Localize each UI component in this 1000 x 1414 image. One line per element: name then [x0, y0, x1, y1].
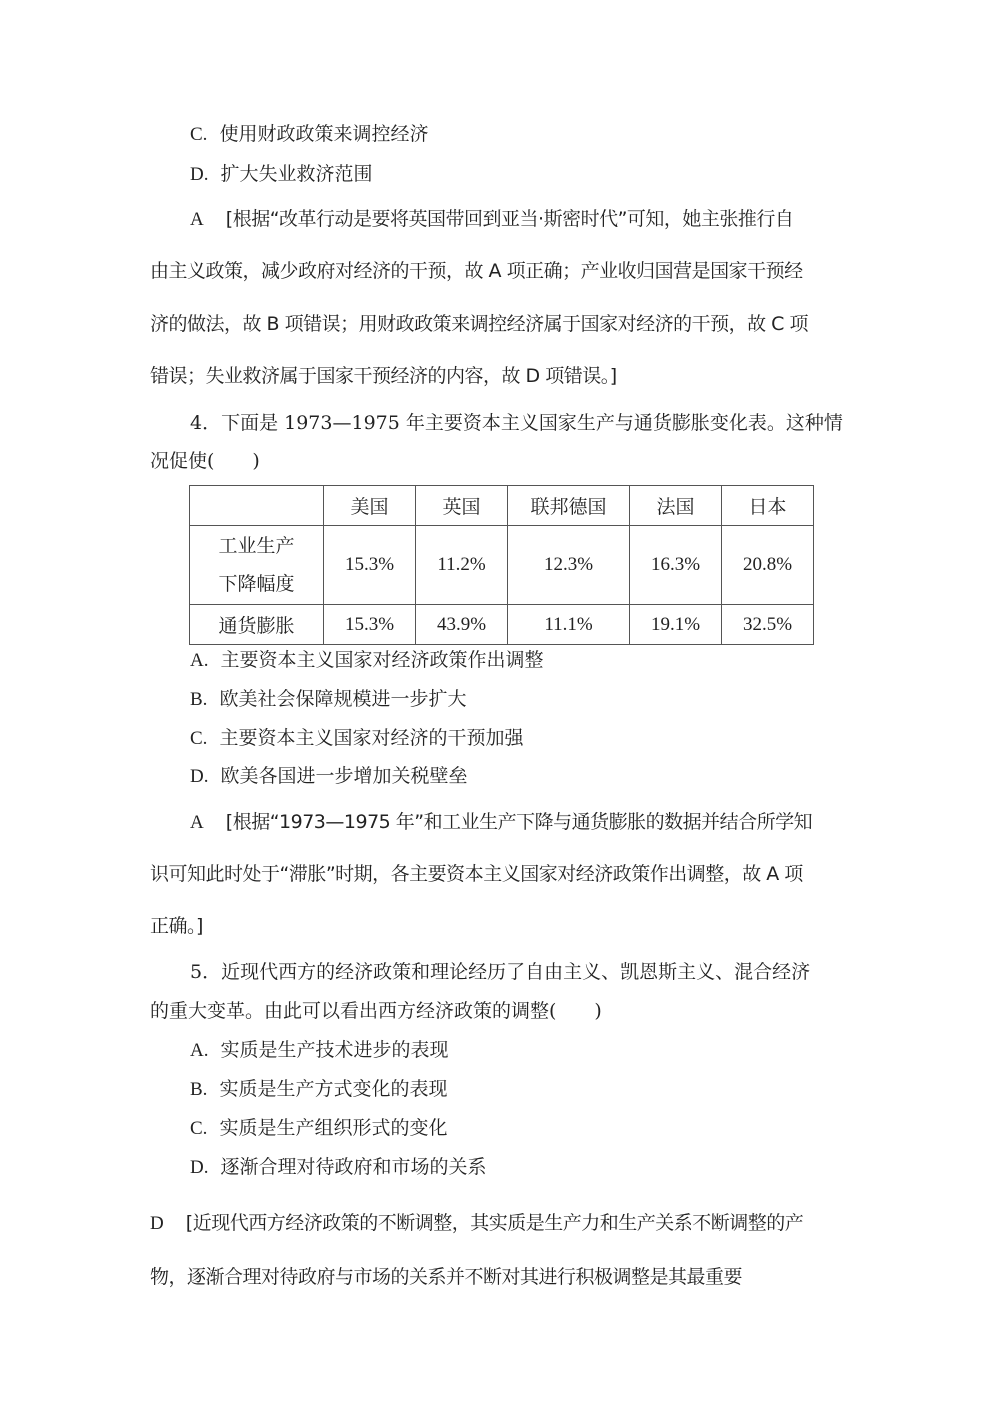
row-label: 通货膨胀 [190, 605, 324, 645]
table-header-cell: 法国 [630, 486, 722, 526]
option-text: 逐渐合理对待政府和市场的关系 [220, 1156, 487, 1178]
table-header-cell: 日本 [722, 486, 814, 526]
table-cell: 43.9% [416, 605, 508, 645]
table-cell: 15.3% [324, 605, 416, 645]
option-text: 主要资本主义国家对经济政策作出调整 [220, 649, 544, 671]
table-cell: 32.5% [722, 605, 814, 645]
option-text: 欧美社会保障规模进一步扩大 [219, 688, 467, 710]
option-text: 使用财政政策来调控经济 [219, 123, 429, 145]
answer-text-line: 识可知此时处于“滞胀”时期，各主要资本主义国家对经济政策作出调整，故 A 项 [150, 863, 803, 885]
table-header-cell: 联邦德国 [508, 486, 630, 526]
option-letter: C. [190, 124, 208, 145]
table-cell: 11.2% [416, 526, 508, 605]
option-letter: A. [190, 1040, 209, 1061]
answer-letter: A [190, 812, 204, 833]
answer-text-line: 正确。] [150, 915, 203, 937]
table-cell: 11.1% [508, 605, 630, 645]
table-row [190, 605, 814, 645]
option-text: 实质是生产方式变化的表现 [219, 1078, 448, 1100]
option-text: 扩大失业救济范围 [220, 163, 373, 185]
table-cell: 19.1% [630, 605, 722, 645]
answer-text-line: [根据“改革行动是要将英国带回到亚当·斯密时代”可知，她主张推行自 [225, 208, 794, 230]
answer-text-line: [近现代西方经济政策的不断调整，其实质是生产力和生产关系不断调整的产 [185, 1212, 804, 1234]
answer-text-line: 错误；失业救济属于国家干预经济的内容，故 D 项错误。] [150, 365, 617, 387]
option-text: 实质是生产组织形式的变化 [219, 1117, 448, 1139]
question-4-stem: 4．下面是 1973—1975 年主要资本主义国家生产与通货膨胀变化表。这种情 [190, 412, 843, 434]
option-text: 欧美各国进一步增加关税壁垒 [220, 765, 468, 787]
option-c [190, 1116, 448, 1141]
option-a [190, 648, 544, 673]
answer-letter: D [150, 1213, 164, 1234]
table-header-cell [190, 486, 324, 526]
option-b [190, 687, 467, 712]
question-4-stem-cont: 况促使( ) [150, 450, 260, 472]
table-row [190, 526, 814, 605]
table-cell: 12.3% [508, 526, 630, 605]
option-d [190, 1155, 487, 1180]
option-a [190, 1038, 449, 1063]
option-text: 实质是生产技术进步的表现 [220, 1039, 449, 1061]
option-b [190, 1077, 448, 1102]
option-c [190, 122, 429, 147]
option-text: 主要资本主义国家对经济的干预加强 [219, 727, 524, 749]
table-header-row [190, 486, 814, 526]
answer-text-line: 济的做法，故 B 项错误；用财政政策来调控经济属于国家对经济的干预，故 C 项 [150, 313, 808, 335]
table-cell: 20.8% [722, 526, 814, 605]
option-letter: C. [190, 728, 208, 749]
row-label: 工业生产 下降幅度 [190, 526, 324, 605]
production-inflation-table [189, 485, 814, 645]
option-letter: C. [190, 1118, 208, 1139]
table-cell: 16.3% [630, 526, 722, 605]
option-letter: B. [190, 689, 208, 710]
option-d [190, 162, 373, 187]
table-header-cell: 美国 [324, 486, 416, 526]
option-d [190, 764, 468, 789]
option-letter: A. [190, 650, 209, 671]
option-letter: D. [190, 1157, 209, 1178]
question-5-stem: 5．近现代西方的经济政策和理论经历了自由主义、凯恩斯主义、混合经济 [190, 961, 811, 983]
answer-text-line: 由主义政策，减少政府对经济的干预，故 A 项正确；产业收归国营是国家干预经 [150, 260, 803, 282]
option-letter: D. [190, 766, 209, 787]
question-5-stem-cont: 的重大变革。由此可以看出西方经济政策的调整( ) [150, 1000, 602, 1022]
answer-text-line: 物，逐渐合理对待政府与市场的关系并不断对其进行积极调整是其最重要 [150, 1266, 743, 1288]
table-header-cell: 英国 [416, 486, 508, 526]
option-letter: B. [190, 1079, 208, 1100]
option-c [190, 726, 524, 751]
answer-text-line: [根据“1973—1975 年”和工业生产下降与通货膨胀的数据并结合所学知 [225, 811, 813, 833]
option-letter: D. [190, 164, 209, 185]
answer-letter: A [190, 209, 204, 230]
table-cell: 15.3% [324, 526, 416, 605]
